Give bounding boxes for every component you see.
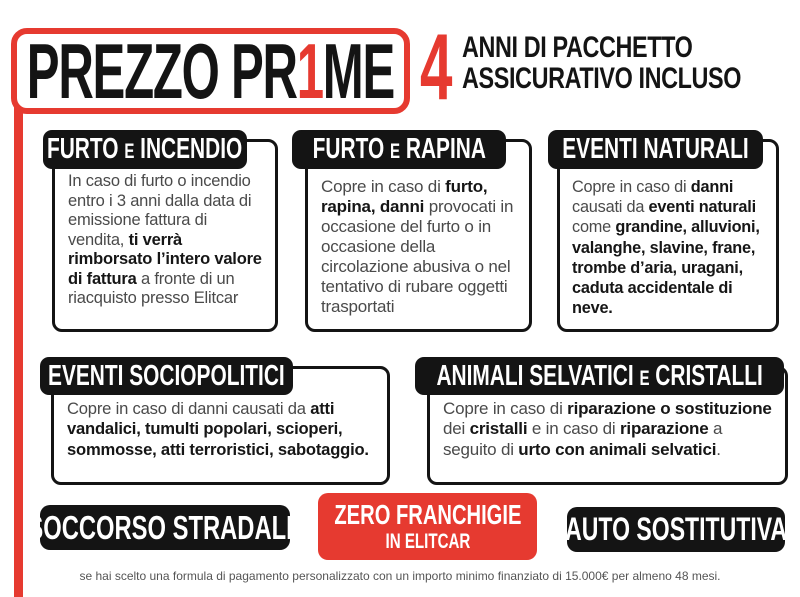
card-body-text: In caso di furto o incendio entro i 3 anni dalla data di emissione fattura di vendita, ti verrà rimborsato l’intero valore di fattura a fronte di un riacquisto presso Elitcar [68,172,262,307]
card-body-text: Copre in caso di riparazione o sostituzione dei cristalli e in caso di riparazione a seguito di urto con animali selvatici. [443,399,772,459]
years-number: 4 [420,14,453,119]
card-title-badge-animali-selvatici-e-cristalli [415,357,784,395]
card-title-badge-furto-e-rapina [292,130,506,169]
page-title [26,27,395,115]
years-text-line-2: ASSICURATIVO INCLUSO [462,62,742,95]
red-accent-line [14,98,23,597]
card-title-badge-eventi-naturali [548,130,763,169]
years-text-line-1: ANNI DI PACCHETTO [462,31,693,64]
header-title-box [11,28,410,114]
card-title-badge-eventi-sociopolitici [40,357,293,395]
card-body-text: Copre in caso di danni causati da eventi naturali come grandine, alluvioni, valanghe, slavine, frane, trombe d’aria, uragani, caduta accidentale di neve. [572,178,760,318]
card-title-label: ANIMALI SELVATICI E CRISTALLI [436,359,763,392]
card-body-text: Copre in caso di danni causati da atti vandalici, tumulti popolari, scioperi, sommosse, atti terroristici, sabotaggio. [67,399,369,459]
bottom-badge-line-1: ZERO FRANCHIGIE [333,499,522,530]
card-title-label: EVENTI SOCIOPOLITICI [48,359,285,392]
bottom-badge-zero-franchigie [318,493,537,560]
bottom-badge-label: AUTO SOSTITUTIVA [565,511,787,547]
card-title-badge-furto-e-incendio [43,130,247,169]
bottom-badge-auto-sostitutiva [567,507,785,552]
bottom-badge-label: SOCCORSO STRADALE [27,508,303,546]
card-title-label: FURTO E RAPINA [312,133,486,165]
page-title-part1: PREZZO PR [26,27,297,115]
bottom-badge-soccorso-stradale [27,505,303,550]
page-title-part2: ME [322,27,395,115]
page-title-accent: 1 [296,27,323,115]
card-title-label: FURTO E INCENDIO [47,133,243,165]
card-title-label: EVENTI NATURALI [562,133,749,165]
card-body-text: Copre in caso di furto, rapina, danni provocati in occasione del furto o in occasione della circolazione abusiva o nel tentativo di rubare oggetti trasportati [321,177,514,316]
footer-disclaimer: se hai scelto una formula di pagamento personalizzato con un importo minimo finanziato di 15.000€ per almeno 48 mesi. [79,569,721,583]
bottom-badge-line-2: IN ELITCAR [385,530,470,553]
